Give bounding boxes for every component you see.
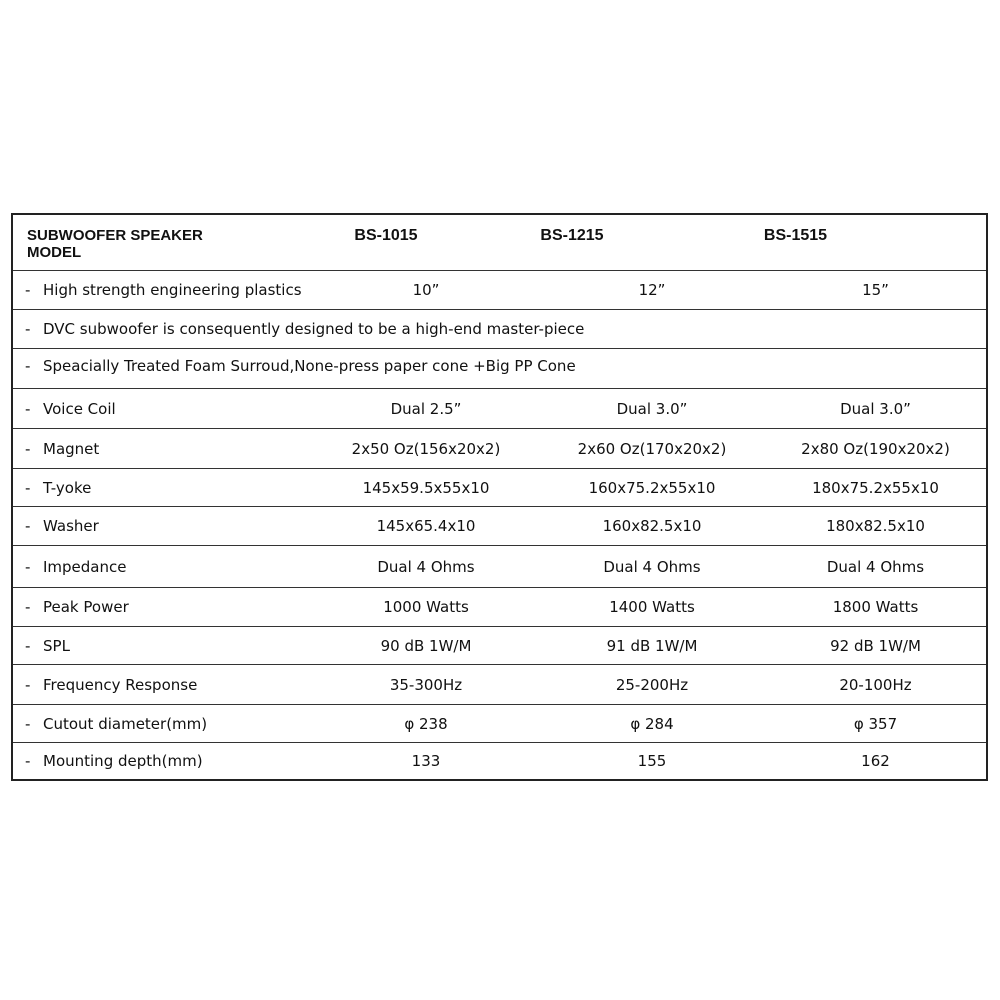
bullet-dash: - [25, 636, 31, 655]
bullet-dash: - [25, 714, 31, 733]
cell-bs-1515: Dual 4 Ohms [826, 557, 925, 576]
table-row [13, 742, 986, 779]
row-label [13, 440, 313, 458]
table-row [13, 506, 986, 545]
row-label [13, 598, 313, 616]
row-label [13, 400, 313, 418]
bullet-dash: - [25, 357, 31, 375]
cell-bs-1015: Dual 4 Ohms [377, 557, 475, 576]
row-label [13, 715, 313, 733]
cell-bs-1515: 1800 Watts [832, 598, 919, 616]
row-label [13, 676, 313, 694]
row-label [13, 637, 313, 655]
model-bs-1215: BS-1215 [540, 227, 604, 244]
cell-bs-1215: 1400 Watts [609, 598, 695, 616]
cell-bs-1515: 180x75.2x55x10 [812, 478, 939, 497]
row-label-text: SPL [43, 636, 70, 655]
table-row [13, 388, 986, 428]
cell-bs-1515: Dual 3.0” [840, 399, 911, 418]
cell-bs-1015: 133 [411, 752, 441, 770]
cell-bs-1215: Dual 3.0” [616, 399, 688, 418]
row-label [13, 320, 584, 338]
cell-bs-1015: φ 238 [404, 714, 448, 733]
table-row [13, 270, 986, 309]
cell-bs-1515: 180x82.5x10 [826, 517, 925, 535]
cell-bs-1515: 162 [861, 752, 890, 770]
bullet-dash: - [25, 320, 31, 338]
cell-bs-1015: 1000 Watts [383, 598, 469, 616]
header-label: SUBWOOFER SPEAKER MODEL [27, 227, 203, 261]
bullet-dash: - [25, 675, 31, 694]
row-label-text: T-yoke [43, 478, 92, 497]
row-label-text: Voice Coil [43, 399, 116, 418]
row-label-text: Frequency Response [43, 675, 198, 694]
cell-bs-1215: 155 [637, 752, 667, 770]
table-row [13, 309, 986, 348]
table-row [13, 468, 986, 506]
table-header-row [13, 215, 986, 270]
cell-bs-1515: 20-100Hz [839, 675, 912, 694]
table-row [13, 664, 986, 704]
table-row [13, 704, 986, 742]
cell-bs-1215: 2x60 Oz(170x20x2) [577, 439, 727, 458]
cell-bs-1015: 2x50 Oz(156x20x2) [351, 439, 501, 458]
bullet-dash: - [25, 478, 31, 497]
row-label [13, 357, 576, 375]
table-row [13, 626, 986, 664]
row-label [13, 752, 313, 770]
bullet-dash: - [25, 399, 31, 418]
bullet-dash: - [25, 281, 31, 299]
cell-bs-1015: 90 dB 1W/M [380, 636, 472, 655]
cell-bs-1215: 91 dB 1W/M [606, 636, 698, 655]
table-row [13, 587, 986, 626]
bullet-dash: - [25, 752, 31, 770]
bullet-dash: - [25, 598, 31, 616]
cell-bs-1515: φ 357 [853, 714, 898, 733]
row-label-text: Washer [43, 517, 99, 535]
table-row [13, 348, 986, 388]
cell-bs-1015: 10” [412, 281, 440, 299]
cell-bs-1215: 25-200Hz [615, 675, 689, 694]
cell-bs-1515: 2x80 Oz(190x20x2) [801, 439, 950, 458]
table-row [13, 545, 986, 587]
cell-bs-1215: 160x75.2x55x10 [588, 478, 716, 497]
cell-bs-1015: 145x59.5x55x10 [362, 478, 490, 497]
spec-table [11, 213, 988, 781]
row-label-text: Speacially Treated Foam Surroud,None-press paper cone +Big PP Cone [43, 357, 576, 375]
model-bs-1015: BS-1015 [354, 227, 418, 244]
row-label-text: Mounting depth(mm) [43, 752, 203, 770]
cell-bs-1015: 35-300Hz [389, 675, 463, 694]
cell-bs-1215: 12” [638, 281, 666, 299]
cell-bs-1515: 92 dB 1W/M [830, 636, 921, 655]
cell-bs-1515: 15” [862, 281, 889, 299]
row-label-text: Magnet [43, 439, 100, 458]
row-label-text: DVC subwoofer is consequently designed to be a high-end master-piece [43, 320, 585, 338]
cell-bs-1215: 160x82.5x10 [602, 517, 702, 535]
row-label [13, 281, 313, 299]
cell-bs-1215: Dual 4 Ohms [603, 557, 701, 576]
row-label [13, 517, 313, 535]
table-row [13, 428, 986, 468]
bullet-dash: - [25, 517, 31, 535]
cell-bs-1015: Dual 2.5” [390, 399, 462, 418]
row-label [13, 479, 313, 497]
model-bs-1515: BS-1515 [763, 227, 828, 244]
bullet-dash: - [25, 439, 31, 458]
cell-bs-1215: φ 284 [630, 714, 674, 733]
row-label-text: High strength engineering plastics [43, 281, 302, 299]
row-label-text: Cutout diameter(mm) [43, 714, 208, 733]
row-label-text: Peak Power [43, 598, 129, 616]
cell-bs-1015: 145x65.4x10 [376, 517, 476, 535]
bullet-dash: - [25, 557, 31, 576]
row-label-text: Impedance [43, 557, 127, 576]
row-label [13, 558, 313, 576]
